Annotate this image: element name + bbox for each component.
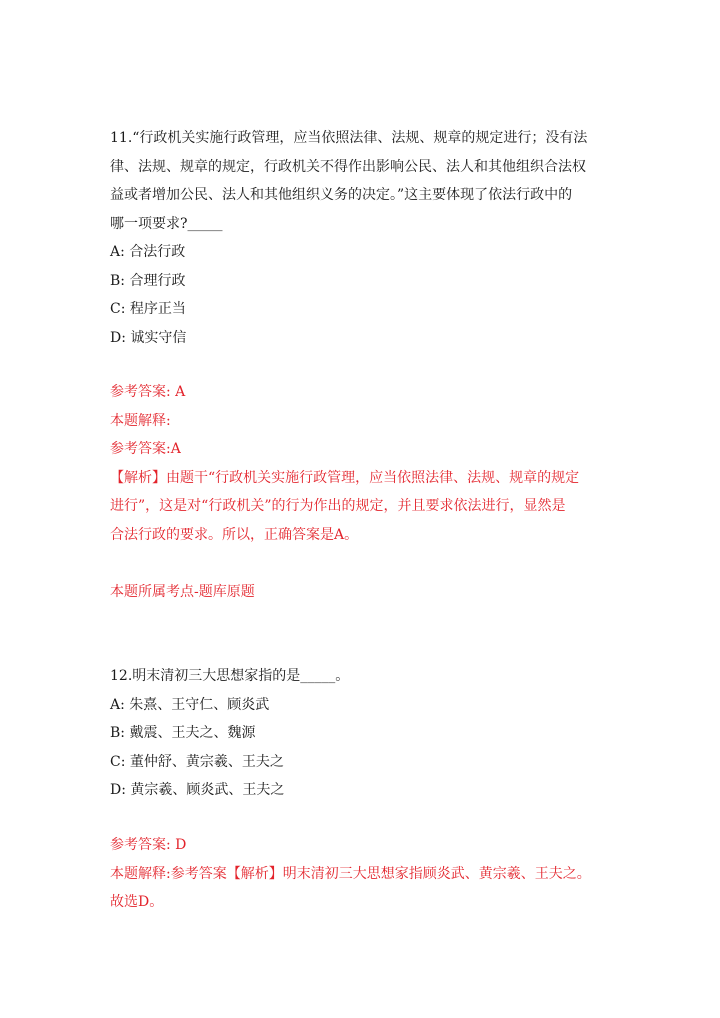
question-stem-line: 律、法规、规章的规定，行政机关不得作出影响公民、法人和其他组织合法权	[110, 158, 586, 175]
question-stem-line: 哪一项要求?_____	[110, 215, 223, 232]
question-stem-line: 11.“行政机关实施行政管理，应当依照法律、法规、规章的规定进行；没有法	[110, 130, 588, 146]
option-d: D: 黄宗羲、顾炎武、王夫之	[110, 782, 285, 798]
explanation-line: 本题解释:参考答案【解析】明末清初三大思想家指顾炎武、黄宗羲、王夫之。	[110, 865, 591, 882]
option-a: A: 合法行政	[110, 244, 186, 260]
explanation-line: 故选D。	[110, 894, 164, 910]
option-b: B: 合理行政	[110, 272, 186, 289]
answer-section-12	[110, 831, 610, 917]
question-stem-line: 12.明末清初三大思想家指的是_____。	[110, 668, 350, 684]
option-c: C: 程序正当	[110, 301, 186, 317]
option-d: D: 诚实守信	[110, 329, 187, 346]
analysis-line: 合法行政的要求。所以，正确答案是A。	[110, 526, 359, 543]
option-a: A: 朱熹、王守仁、顾炎武	[110, 696, 270, 713]
analysis-line: 【解析】由题干“行政机关实施行政管理，应当依照法律、法规、规章的规定	[110, 469, 580, 486]
reference-answer: 参考答案: D	[110, 837, 187, 853]
reference-answer: 参考答案: A	[110, 384, 186, 400]
answer-section-11	[110, 378, 610, 606]
analysis-line: 进行”，这是对“行政机关”的行为作出的规定，并且要求依法进行，显然是	[110, 498, 566, 514]
question-12	[110, 662, 610, 805]
topic-line: 本题所属考点-题库原题	[110, 583, 255, 600]
explanation-label: 本题解释:	[110, 412, 171, 429]
reference-answer-repeat: 参考答案:A	[110, 441, 181, 457]
question-11	[110, 124, 610, 352]
option-c: C: 董仲舒、黄宗羲、王夫之	[110, 753, 284, 770]
option-b: B: 戴震、王夫之、魏源	[110, 725, 256, 741]
question-stem-line: 益或者增加公民、法人和其他组织义务的决定。”这主要体现了依法行政中的	[110, 187, 573, 203]
